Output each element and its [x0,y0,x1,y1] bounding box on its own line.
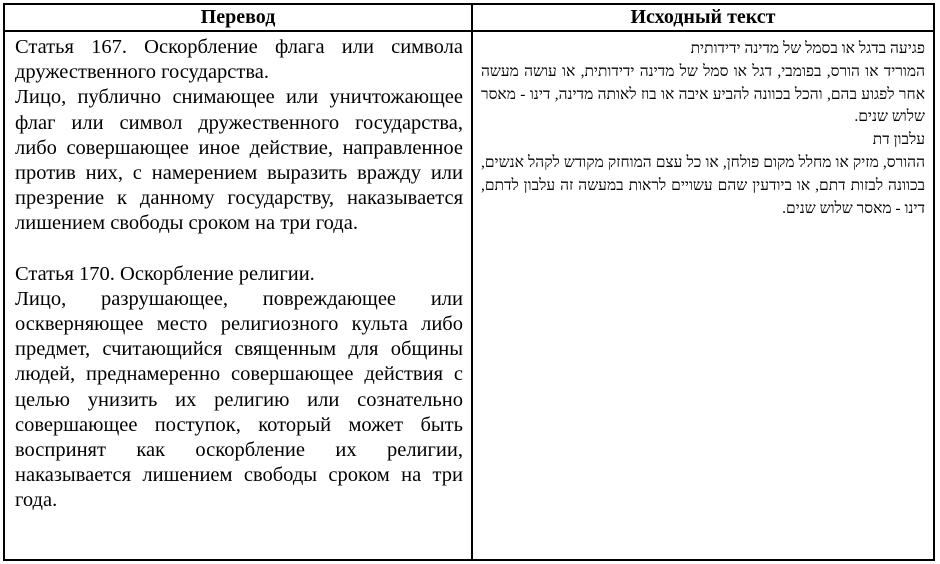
article-170-body-he: ההורס, מזיק או מחלל מקום פולחן, או כל עצם המוחזק מקודש לקהל אנשים, בכוונה לבזות דתם, או ביודעין שהם עשויים לראות במעשה זה עלבון לדתם, דינו - מאסר שלוש שנים. [481,153,925,217]
header-source-text: Исходный текст [630,6,776,28]
article-170-title-ru: Статья 170. Оскорбление религии. [15,262,315,285]
source-text-cell [481,38,925,220]
translation-cell [15,35,463,514]
column-divider [471,5,473,559]
translation-table [3,3,935,561]
table-header-row [5,5,933,32]
article-167-title-he: פגיעה בדגל או בסמל של מדינה ידידותית [690,40,925,57]
article-170-body-ru: Лицо, разрушающее, повреждающее или оскверняющее место религиозного культа либо предмет, считающийся священным для общины людей, преднамеренно совершающее действия с целью унизить их религию или сознательно совершающее поступок, который может быть воспринят как оскорбление их религии, наказывается лишением свободы сроком на три года. [15,287,463,512]
header-translation: Перевод [200,6,276,28]
article-170-title-he: עלבון דת [872,131,925,149]
article-167-body-he: המוריד או הורס, בפומבי, דגל או סמל של מדינה ידידותית, או עושה מעשה אחר לפגוע בהם, והכל בכוונה להביע איבה או בוז לאותה מדינה, דינו - מאסר שלוש שנים. [481,62,925,126]
article-167-title-ru: Статья 167. Оскорбление флага или символа дружественного государства. [15,36,463,84]
article-167-body-ru: Лицо, публично снимающее или уничтожающее флаг или символ дружественного государства, либо совершающее иное действие, направленное против них, с намерением выразить вражду или презрение к данному государству, наказывается лишением свободы сроком на три года. [15,86,463,235]
